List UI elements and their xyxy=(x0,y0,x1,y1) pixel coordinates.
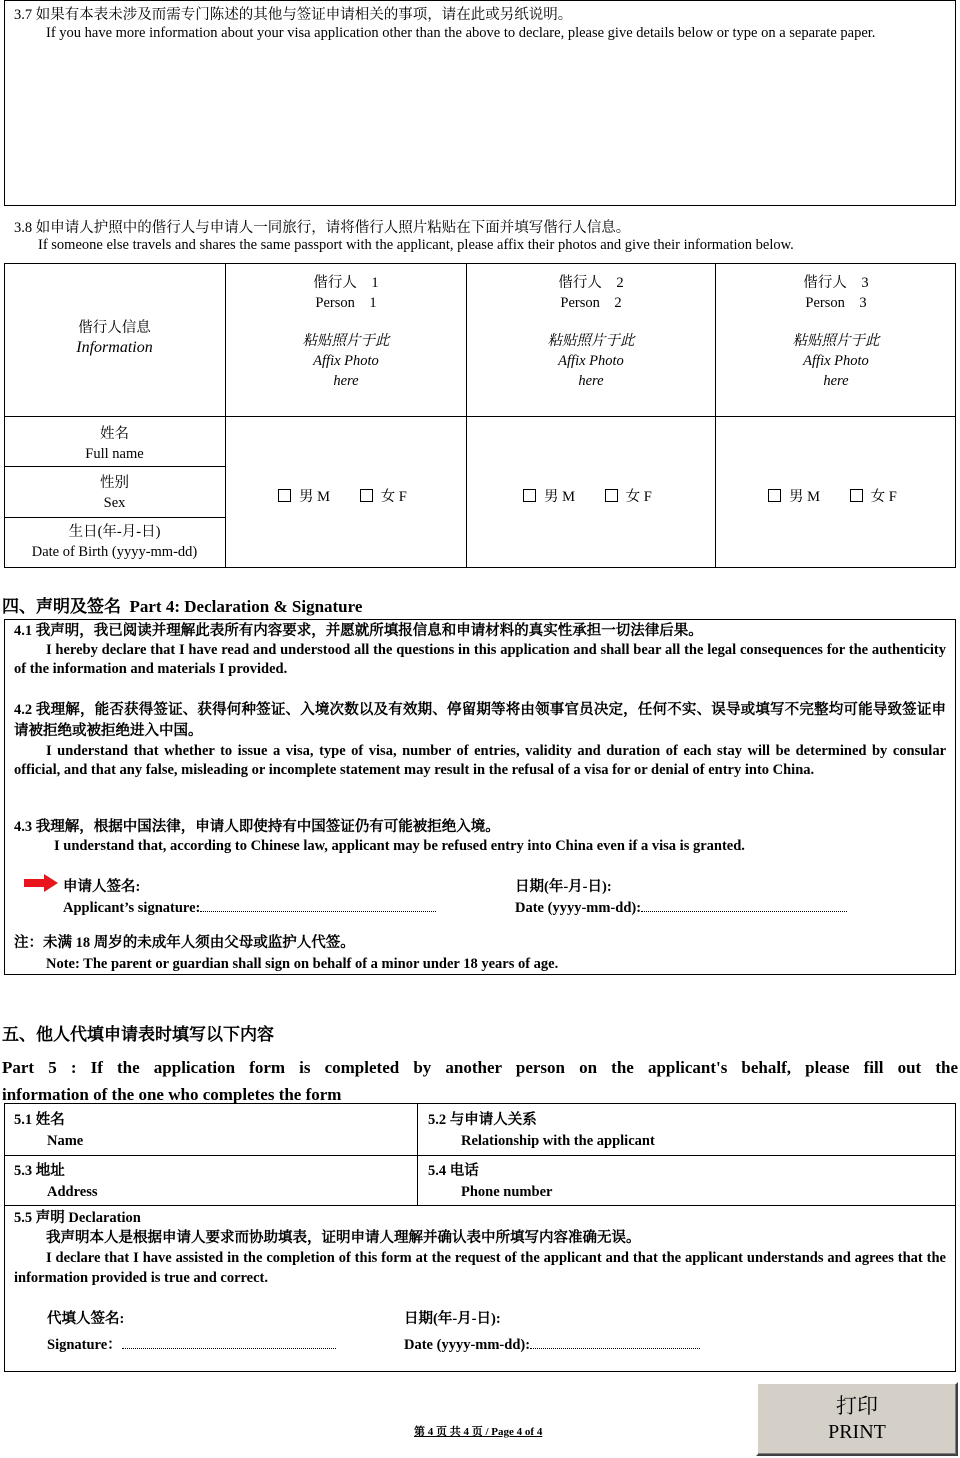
dob-label: 生日(年-月-日) Date of Birth (yyyy-mm-dd) xyxy=(31,524,198,560)
filler-date-field[interactable]: 日期(年-月-日): Date (yyyy-mm-dd): xyxy=(404,1306,700,1358)
person-2-photo-cell[interactable]: 偕行人 2 Person 2 粘贴照片于此 Affix Photo here xyxy=(547,275,635,389)
p41: 4.1 我声明，我已阅读并理解此表所有内容要求，并愿就所填报信息和申请材料的真实性承担一切法律后果。 I hereby declare that I have read and understood all the questions in this application and shall bear all the legal consequences for the authenticity of the information and materials I provided. xyxy=(14,623,946,677)
sex-label: 性别 Sex xyxy=(100,475,129,511)
person-3-sex xyxy=(768,485,897,506)
table-divider xyxy=(4,1205,956,1206)
filler-signature-field[interactable]: 代填人签名: Signature： xyxy=(47,1306,336,1358)
person-3-fullname-input[interactable] xyxy=(720,420,952,462)
red-arrow-icon xyxy=(24,874,58,892)
male-checkbox[interactable]: 男 M xyxy=(768,489,820,505)
female-checkbox[interactable]: 女 F xyxy=(605,489,652,505)
person-2-sex xyxy=(523,485,652,506)
q37-textarea[interactable] xyxy=(10,66,948,200)
person-1-dob-input[interactable] xyxy=(230,522,462,564)
male-checkbox[interactable]: 男 M xyxy=(523,489,575,505)
person-2-dob-input[interactable] xyxy=(471,522,711,564)
part5-intro: Part 5 : If the application form is completed by another person on the applicant's behalf, please fill out the information of the one who completes the form xyxy=(2,1058,958,1104)
page-number: 第 4 页 共 4 页 / Page 4 of 4 xyxy=(414,1426,543,1438)
person-1-sex xyxy=(278,485,407,506)
p43: 4.3 我理解，根据中国法律，申请人即使持有中国签证仍有可能被拒绝入境。 I understand that, according to Chinese law, applicant may be refused entry into China even if a visa is granted. xyxy=(14,819,745,854)
fullname-label: 姓名 Full name xyxy=(85,426,144,462)
q52-relationship-field[interactable]: 5.2 与申请人关系 Relationship with the applicant xyxy=(428,1112,655,1149)
info-header: 偕行人信息 Information xyxy=(76,320,153,356)
q51-name-field[interactable]: 5.1 姓名 Name xyxy=(14,1112,84,1149)
q38-label-cn: 3.8 如申请人护照中的偕行人与申请人一同旅行，请将偕行人照片粘贴在下面并填写偕行人信息。 xyxy=(14,220,631,236)
part4-heading: 四、声明及签名 Part 4: Declaration & Signature xyxy=(2,597,363,616)
male-checkbox[interactable]: 男 M xyxy=(278,489,330,505)
table-divider xyxy=(417,1103,418,1205)
q37-label-cn: 3.7 如果有本表未涉及而需专门陈述的其他与签证申请相关的事项，请在此或另纸说明。 xyxy=(14,7,573,23)
q55-declaration: 5.5 声明 Declaration 我声明本人是根据申请人要求而协助填表，证明申请人理解并确认表中所填写内容准确无误。 I declare that I have assisted in the completion of this form at the request of the applicant and that the applicant understands and agrees that the information provided is true and correct. xyxy=(14,1210,946,1286)
person-1-photo-cell[interactable]: 偕行人 1 Person 1 粘贴照片于此 Affix Photo here xyxy=(302,275,390,389)
table-divider xyxy=(4,416,956,417)
applicant-signature-field[interactable]: 申请人签名: Applicant’s signature: xyxy=(63,877,436,919)
p42: 4.2 我理解，能否获得签证、获得何种签证、入境次数以及有效期、停留期等将由领事官员决定，任何不实、误导或填写不完整均可能导致签证申请被拒绝或被拒绝进入中国。 I understand that whether to issue a visa, type of visa, number of entries, validity and duration of each stay will be determined by consular official, and that any false, misleading or incomplete statement may result in the refusal of a visa for or denial of entry into China. xyxy=(14,702,946,778)
q54-phone-field[interactable]: 5.4 电话 Phone number xyxy=(428,1163,553,1200)
person-3-photo-cell[interactable]: 偕行人 3 Person 3 粘贴照片于此 Affix Photo here xyxy=(792,275,880,389)
print-button[interactable]: 打印 PRINT xyxy=(756,1382,958,1456)
q37-label-en: If you have more information about your visa application other than the above to declare, please give details below or type on a separate paper. xyxy=(46,25,876,41)
female-checkbox[interactable]: 女 F xyxy=(360,489,407,505)
q53-address-field[interactable]: 5.3 地址 Address xyxy=(14,1163,98,1200)
person-1-fullname-input[interactable] xyxy=(230,420,462,462)
q38-label-en: If someone else travels and shares the same passport with the applicant, please affix their photos and give their information below. xyxy=(38,237,794,253)
table-divider xyxy=(4,517,225,518)
part5-heading: 五、他人代填申请表时填写以下内容 xyxy=(2,1025,274,1044)
minor-note: 注：未满 18 周岁的未成年人须由父母或监护人代签。 Note: The parent or guardian shall sign on behalf of a minor under 18 years of age. xyxy=(14,935,559,972)
person-2-fullname-input[interactable] xyxy=(471,420,711,462)
person-3-dob-input[interactable] xyxy=(720,522,952,564)
female-checkbox[interactable]: 女 F xyxy=(850,489,897,505)
table-divider xyxy=(4,1155,956,1156)
table-divider xyxy=(4,466,225,467)
applicant-date-field[interactable]: 日期(年-月-日): Date (yyyy-mm-dd): xyxy=(515,877,847,919)
